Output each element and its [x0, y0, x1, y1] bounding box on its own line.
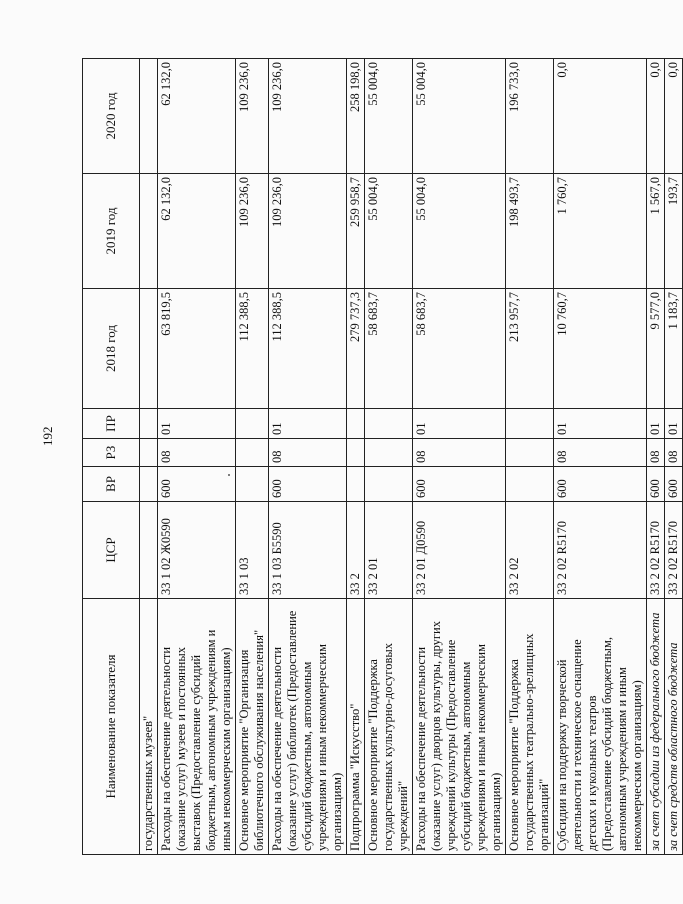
cell-2018: 1 183,7 — [665, 289, 683, 409]
header-vr: ВР — [83, 467, 140, 502]
cell-csr: 33 2 — [347, 502, 365, 599]
cell-vr — [140, 467, 158, 502]
header-rz: РЗ — [83, 439, 140, 467]
table-row — [665, 59, 683, 855]
cell-2018: 10 760,7 — [554, 289, 647, 409]
cell-2018: 9 577,0 — [647, 289, 665, 409]
cell-name: Основное мероприятие "Поддержка государственных театрально-зрелищных организаций" — [506, 599, 554, 855]
cell-2018: 63 819,5 — [158, 289, 236, 409]
cell-2018 — [140, 289, 158, 409]
cell-vr — [365, 467, 413, 502]
cell-2019: 109 236,0 — [269, 174, 347, 289]
table-header-row — [83, 59, 140, 855]
cell-2020: 0,0 — [554, 59, 647, 174]
cell-name: за счет субсидии из федерального бюджета — [647, 599, 665, 855]
cell-pr: 01 — [269, 409, 347, 439]
header-2019: 2019 год — [83, 174, 140, 289]
cell-rz — [347, 439, 365, 467]
cell-name: Основное мероприятие "Организация библиотечного обслуживания населения" — [236, 599, 269, 855]
table-row — [158, 59, 236, 855]
cell-vr — [236, 467, 269, 502]
cell-2018: 213 957,7 — [506, 289, 554, 409]
cell-csr: 33 2 02 R5170 — [554, 502, 647, 599]
cell-vr: 600 — [554, 467, 647, 502]
cell-2020: 0,0 — [647, 59, 665, 174]
cell-csr: 33 2 02 R5170 — [665, 502, 683, 599]
cell-vr: 600 — [647, 467, 665, 502]
table-row — [140, 59, 158, 855]
table-row — [413, 59, 506, 855]
cell-2019: 1 760,7 — [554, 174, 647, 289]
cell-2018: 58 683,7 — [413, 289, 506, 409]
cell-name: Расходы на обеспечение деятельности (оказание услуг) музеев и постоянных выставок (Предоставление субсидий бюджетным, автономным учреждениям и иным некоммерческим организациям) — [158, 599, 236, 855]
cell-name: Расходы на обеспечение деятельности (оказание услуг) дворцов культуры, других учреждений культуры (Предоставление субсидий бюджетным, автономным учреждениям и иным некоммерческим организациям) — [413, 599, 506, 855]
cell-pr — [140, 409, 158, 439]
cell-vr: 600 — [158, 467, 236, 502]
cell-pr — [506, 409, 554, 439]
cell-rz — [506, 439, 554, 467]
cell-csr: 33 2 01 Д0590 — [413, 502, 506, 599]
cell-name: Основное мероприятие "Поддержка государственных культурно-досуговых учреждений" — [365, 599, 413, 855]
cell-2020: 109 236,0 — [269, 59, 347, 174]
cell-2020: 55 004,0 — [413, 59, 506, 174]
cell-pr: 01 — [158, 409, 236, 439]
header-name: Наименование показателя — [83, 599, 140, 855]
cell-2020: 55 004,0 — [365, 59, 413, 174]
table-row — [347, 59, 365, 855]
cell-2019: 259 958,7 — [347, 174, 365, 289]
cell-pr: 01 — [554, 409, 647, 439]
cell-2018: 58 683,7 — [365, 289, 413, 409]
header-2018: 2018 год — [83, 289, 140, 409]
cell-2020: 0,0 — [665, 59, 683, 174]
cell-2018: 112 388,5 — [236, 289, 269, 409]
cell-rz: 08 — [413, 439, 506, 467]
cell-2019: 198 493,7 — [506, 174, 554, 289]
cell-rz — [236, 439, 269, 467]
cell-rz: 08 — [554, 439, 647, 467]
cell-2019: 1 567,0 — [647, 174, 665, 289]
cell-2020: 196 733,0 — [506, 59, 554, 174]
cell-2020: 62 132,0 — [158, 59, 236, 174]
cell-name: Расходы на обеспечение деятельности (оказание услуг) библиотек (Предоставление субсидий бюджетным, автономным учреждениям и иным некоммерческим организациям) — [269, 599, 347, 855]
cell-rz: 08 — [665, 439, 683, 467]
cell-vr: 600 — [269, 467, 347, 502]
cell-2018: 112 388,5 — [269, 289, 347, 409]
table-row — [236, 59, 269, 855]
cell-csr: 33 2 02 — [506, 502, 554, 599]
cell-name: за счет средств областного бюджета — [665, 599, 683, 855]
cell-csr: 33 2 02 R5170 — [647, 502, 665, 599]
cell-pr — [236, 409, 269, 439]
cell-vr — [347, 467, 365, 502]
header-pr: ПР — [83, 409, 140, 439]
cell-pr: 01 — [647, 409, 665, 439]
table-row — [554, 59, 647, 855]
cell-vr: 600 — [665, 467, 683, 502]
cell-pr — [365, 409, 413, 439]
cell-csr: 33 1 03 Б5590 — [269, 502, 347, 599]
header-csr: ЦСР — [83, 502, 140, 599]
cell-rz — [140, 439, 158, 467]
cell-2019: 109 236,0 — [236, 174, 269, 289]
table-row — [506, 59, 554, 855]
cell-csr: 33 2 01 — [365, 502, 413, 599]
cell-2019: 62 132,0 — [158, 174, 236, 289]
cell-pr — [347, 409, 365, 439]
cell-2019: 55 004,0 — [365, 174, 413, 289]
table-row — [647, 59, 665, 855]
page-number: 192 — [40, 426, 55, 446]
header-2020: 2020 год — [83, 59, 140, 174]
cell-rz: 08 — [647, 439, 665, 467]
cell-rz: 08 — [269, 439, 347, 467]
cell-csr — [140, 502, 158, 599]
cell-name: государственных музеев" — [140, 599, 158, 855]
cell-2019: 193,7 — [665, 174, 683, 289]
cell-csr: 33 1 03 — [236, 502, 269, 599]
cell-2020 — [140, 59, 158, 174]
cell-2020: 109 236,0 — [236, 59, 269, 174]
rotated-page-content — [82, 59, 680, 855]
cell-name: Подпрограмма "Искусство" — [347, 599, 365, 855]
cell-pr: 01 — [665, 409, 683, 439]
cell-vr: 600 — [413, 467, 506, 502]
cell-vr — [506, 467, 554, 502]
table-row — [269, 59, 347, 855]
cell-name: Субсидии на поддержку творческой деятельности и техническое оснащение детских и кукольных театров (Предоставление субсидий бюджетным, автономным учреждениям и иным некоммерческим организациям) — [554, 599, 647, 855]
cell-pr: 01 — [413, 409, 506, 439]
table-row — [365, 59, 413, 855]
cell-csr: 33 1 02 Ж0590 — [158, 502, 236, 599]
cell-2019 — [140, 174, 158, 289]
cell-2018: 279 737,3 — [347, 289, 365, 409]
budget-table — [82, 58, 683, 855]
cell-2020: 258 198,0 — [347, 59, 365, 174]
cell-rz: 08 — [158, 439, 236, 467]
cell-rz — [365, 439, 413, 467]
cell-2019: 55 004,0 — [413, 174, 506, 289]
